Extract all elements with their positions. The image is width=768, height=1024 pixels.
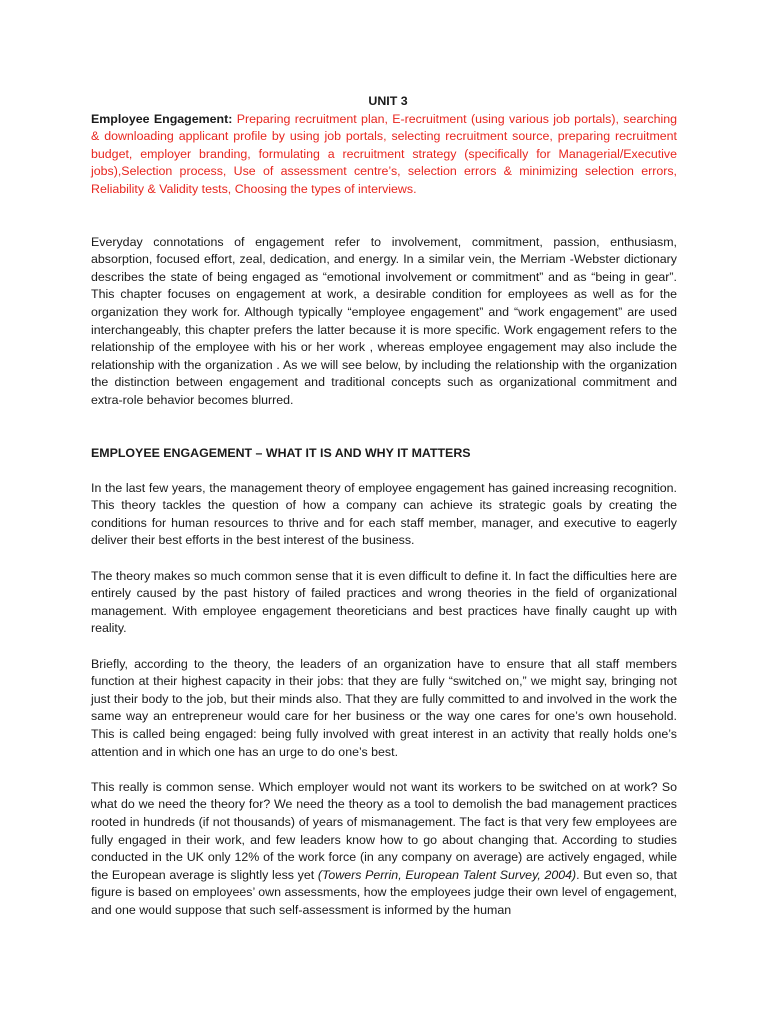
spacer — [91, 761, 677, 779]
spacer — [91, 199, 677, 234]
spacer — [91, 550, 677, 568]
para5-text-end: . But even so, that figure is based on employees’ own assessments, how the employees judge their own level of engagement, and one would suppose that such self-assessment is informed by the human — [91, 867, 677, 917]
paragraph-switched-on — [91, 779, 677, 920]
paragraph-engagement-connotations: Everyday connotations of engagement refer to involvement, commitment, passion, enthusiasm, absorption, focused effort, zeal, dedication, and energy. In a similar vein, the Merriam -Webster dictionary describes the state of being engaged as “emotional involvement or commitment” and as “being in gear”. This chapter focuses on engagement at work, a desirable condition for employees as well as for the organization they work for. Although typically “employee engagement” and “work engagement” are used interchangeably, this chapter prefers the latter because it is more specific. Work engagement refers to the relationship of the employee with his or her work , whereas employee engagement may also include the relationship with the organization . As we will see below, by including the relationship with the organization the distinction between engagement and traditional concepts such as organizational commitment and extra-role behavior becomes blurred. — [91, 234, 677, 407]
spacer — [91, 638, 677, 656]
paragraph-briefly: Briefly, according to the theory, the leaders of an organization have to ensure that all staff members function at their highest capacity in their jobs: that they are fully “switched on,” we might say, bringing not just their body to the job, but their minds also. That they are fully committed to and involved in the work the same way an entrepreneur would care for her business or the way one cares for one’s own household. This is called being engaged: being fully involved with great interest in an activity that really holds one’s attention and in which one has an urge to do one’s best. — [91, 656, 677, 759]
paragraph-common-sense: The theory makes so much common sense that it is even difficult to define it. In fact the difficulties here are entirely caused by the past history of failed practices and wrong theories in the field of organizational management. With employee engagement theoreticians and best practices have finally caught up with reality. — [91, 568, 677, 636]
section-heading: EMPLOYEE ENGAGEMENT – WHAT IT IS AND WHY IT MATTERS — [91, 445, 471, 460]
intro-topics: Preparing recruitment plan, E-recruitment (using various job portals), searching & downloading applicant profile by using job portals, selecting recruitment source, preparing recruitment budget, employer branding, formulating a recruitment strategy (specifically for Managerial/Executive jobs),Selection process, Use of assessment centre’s, selection errors & minimizing selection errors, Reliability & Validity tests, Choosing the types of interviews. — [91, 111, 677, 196]
citation: (Towers Perrin, European Talent Survey, 2004) — [317, 867, 577, 882]
spacer — [91, 462, 677, 480]
document-page — [91, 93, 677, 920]
spacer — [91, 410, 677, 445]
unit-title: UNIT 3 — [368, 94, 408, 108]
intro-paragraph — [91, 111, 677, 199]
paragraph-theory-recognition: In the last few years, the management theory of employee engagement has gained increasing recognition. This theory tackles the question of how a company can achieve its strategic goals by creating the conditions for human resources to thrive and for each staff member, manager, and executive to eagerly deliver their best efforts in the best interest of the business. — [91, 480, 677, 548]
intro-lead: Employee Engagement: — [91, 111, 233, 126]
para5-text-start: This really is common sense. Which employer would not want its workers to be switched on at work? So what do we need the theory for? We need the theory as a tool to demolish the bad management practices rooted in hundreds (if not thousands) of years of mismanagement. The fact is that very few employees are fully engaged in their work, and few leaders know how to go about changing that. According to studies conducted in the UK only 12% of the work force (in any company on average) are actively engaged, while the European average is slightly less yet — [91, 779, 677, 882]
